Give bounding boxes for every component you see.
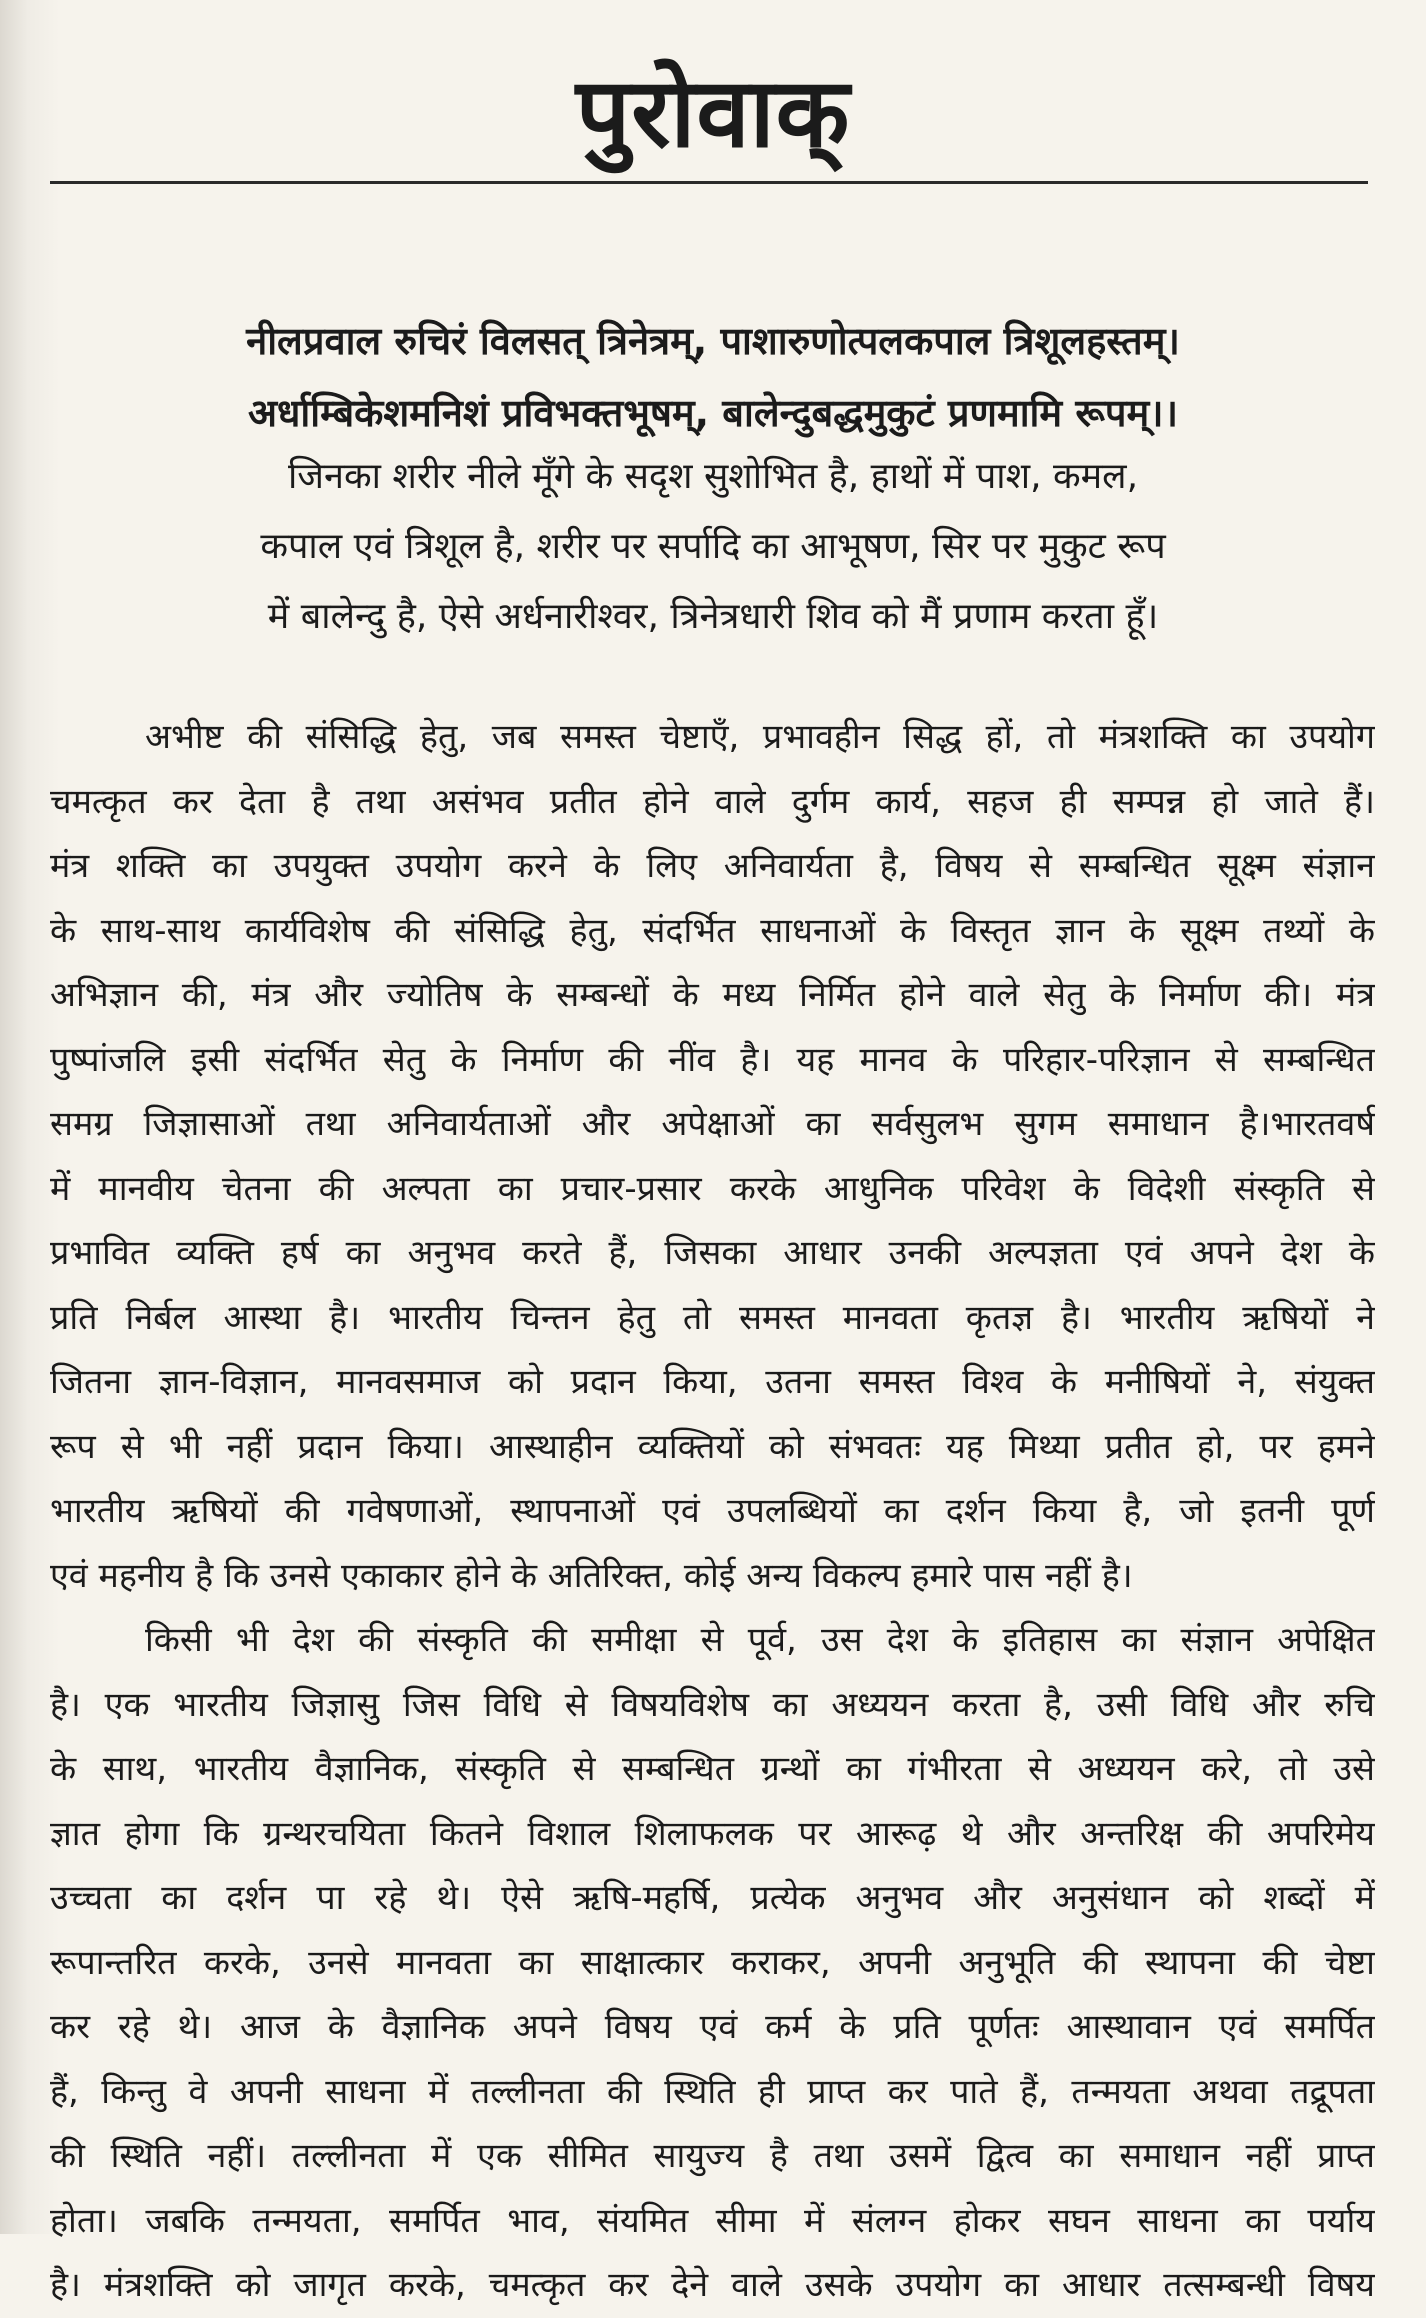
translation-line: कपाल एवं त्रिशूल है, शरीर पर सर्पादि का आभूषण, सिर पर मुकुट रूप — [260, 526, 1166, 567]
body-line: भारतीय ऋषियों की गवेषणाओं, स्थापनाओं एवं उपलब्धियों का दर्शन किया है, जो इतनी पूर्ण — [50, 1491, 1375, 1531]
body-line: रूपान्तरित करके, उनसे मानवता का साक्षात्कार कराकर, अपनी अनुभूति की स्थापना की चेष्टा — [50, 1942, 1375, 1983]
translation-line: में बालेन्दु है, ऐसे अर्धनारीश्वर, त्रिनेत्रधारी शिव को मैं प्रणाम करता हूँ। — [267, 596, 1159, 637]
body-line: जितना ज्ञान-विज्ञान, मानवसमाज को प्रदान किया, उतना समस्त विश्व के मनीषियों ने, संयुक्त — [50, 1362, 1375, 1402]
body-line: होता। जबकि तन्मयता, समर्पित भाव, संयमित सीमा में संलग्न होकर सघन साधना का पर्याय — [50, 2200, 1375, 2241]
shloka-line: नीलप्रवाल रुचिरं विलसत् त्रिनेत्रम्, पाशारुणोत्पलकपाल त्रिशूलहस्तम्। — [246, 319, 1180, 363]
body-line: में मानवीय चेतना की अल्पता का प्रचार-प्रसार करके आधुनिक परिवेश के विदेशी संस्कृति से — [50, 1168, 1375, 1209]
body-line: अभीष्ट की संसिद्धि हेतु, जब समस्त चेष्टाएँ, प्रभावहीन सिद्ध हों, तो मंत्रशक्ति का उपयोग — [145, 717, 1375, 757]
body-line: के साथ-साथ कार्यविशेष की संसिद्धि हेतु, संदर्भित साधनाओं के विस्तृत ज्ञान के सूक्ष्म तथ्यों के — [50, 910, 1375, 951]
body-line: एवं महनीय है कि उनसे एकाकार होने के अतिरिक्त, कोई अन्य विकल्प हमारे पास नहीं है। — [50, 1555, 1133, 1596]
shloka-line: अर्धाम्बिकेशमनिशं प्रविभक्तभूषम्, बालेन्दुबद्धमुकुटं प्रणमामि रूपम्।। — [248, 391, 1178, 435]
body-line: रूप से भी नहीं प्रदान किया। आस्थाहीन व्यक्तियों को संभवतः यह मिथ्या प्रतीत हो, पर हमने — [50, 1426, 1375, 1467]
verse-translation — [0, 442, 1426, 652]
translation-line: जिनका शरीर नीले मूँगे के सदृश सुशोभित है, हाथों में पाश, कमल, — [287, 456, 1139, 497]
body-line: प्रति निर्बल आस्था है। भारतीय चिन्तन हेतु तो समस्त मानवता कृतज्ञ है। भारतीय ऋषियों ने — [50, 1297, 1375, 1338]
body-line: समग्र जिज्ञासाओं तथा अनिवार्यताओं और अपेक्षाओं का सर्वसुलभ सुगम समाधान है।भारतवर्ष — [50, 1104, 1375, 1144]
body-line: हैं, किन्तु वे अपनी साधना में तल्लीनता की स्थिति ही प्राप्त कर पाते हैं, तन्मयता अथवा तद्रूपता — [50, 2071, 1375, 2112]
body-line: अभिज्ञान की, मंत्र और ज्योतिष के सम्बन्धों के मध्य निर्मित होने वाले सेतु के निर्माण की। मंत्र — [50, 975, 1375, 1015]
body-line: उच्चता का दर्शन पा रहे थे। ऐसे ऋषि-महर्षि, प्रत्येक अनुभव और अनुसंधान को शब्दों में — [50, 1878, 1375, 1918]
body-line: की स्थिति नहीं। तल्लीनता में एक सीमित सायुज्य है तथा उसमें द्वित्व का समाधान नहीं प्राप्त — [50, 2136, 1375, 2176]
page-title: पुरोवाक् — [575, 57, 851, 169]
body-line: मंत्र शक्ति का उपयुक्त उपयोग करने के लिए अनिवार्यता है, विषय से सम्बन्धित सूक्ष्म संज्ञान — [50, 846, 1375, 886]
body-line: कर रहे थे। आज के वैज्ञानिक अपने विषय एवं कर्म के प्रति पूर्णतः आस्थावान एवं समर्पित — [50, 2007, 1375, 2047]
body-line: ज्ञात होगा कि ग्रन्थरचयिता कितने विशाल शिलाफलक पर आरूढ़ थे और अन्तरिक्ष की अपरिमेय — [50, 1813, 1375, 1854]
body-text — [50, 705, 1375, 2318]
title-divider — [50, 181, 1368, 184]
body-line: पुष्पांजलि इसी संदर्भित सेतु के निर्माण की नींव है। यह मानव के परिहार-परिज्ञान से सम्बन्धित — [50, 1039, 1375, 1080]
body-line: के साथ, भारतीय वैज्ञानिक, संस्कृति से सम्बन्धित ग्रन्थों का गंभीरता से अध्ययन करे, तो उसे — [50, 1749, 1375, 1789]
body-line: है। मंत्रशक्ति को जागृत करके, चमत्कृत कर देने वाले उसके उपयोग का आधार तत्सम्बन्धी विषय — [50, 2265, 1375, 2305]
body-line: किसी भी देश की संस्कृति की समीक्षा से पूर्व, उस देश के इतिहास का संज्ञान अपेक्षित — [145, 1620, 1375, 1660]
body-line: प्रभावित व्यक्ति हर्ष का अनुभव करते हैं, जिसका आधार उनकी अल्पज्ञता एवं अपने देश के — [50, 1233, 1375, 1273]
body-line: है। एक भारतीय जिज्ञासु जिस विधि से विषयविशेष का अध्ययन करता है, उसी विधि और रुचि — [50, 1684, 1375, 1725]
body-line: चमत्कृत कर देता है तथा असंभव प्रतीत होने वाले दुर्गम कार्य, सहज ही सम्पन्न हो जाते हैं। — [50, 781, 1375, 822]
shloka-verse — [0, 305, 1426, 449]
